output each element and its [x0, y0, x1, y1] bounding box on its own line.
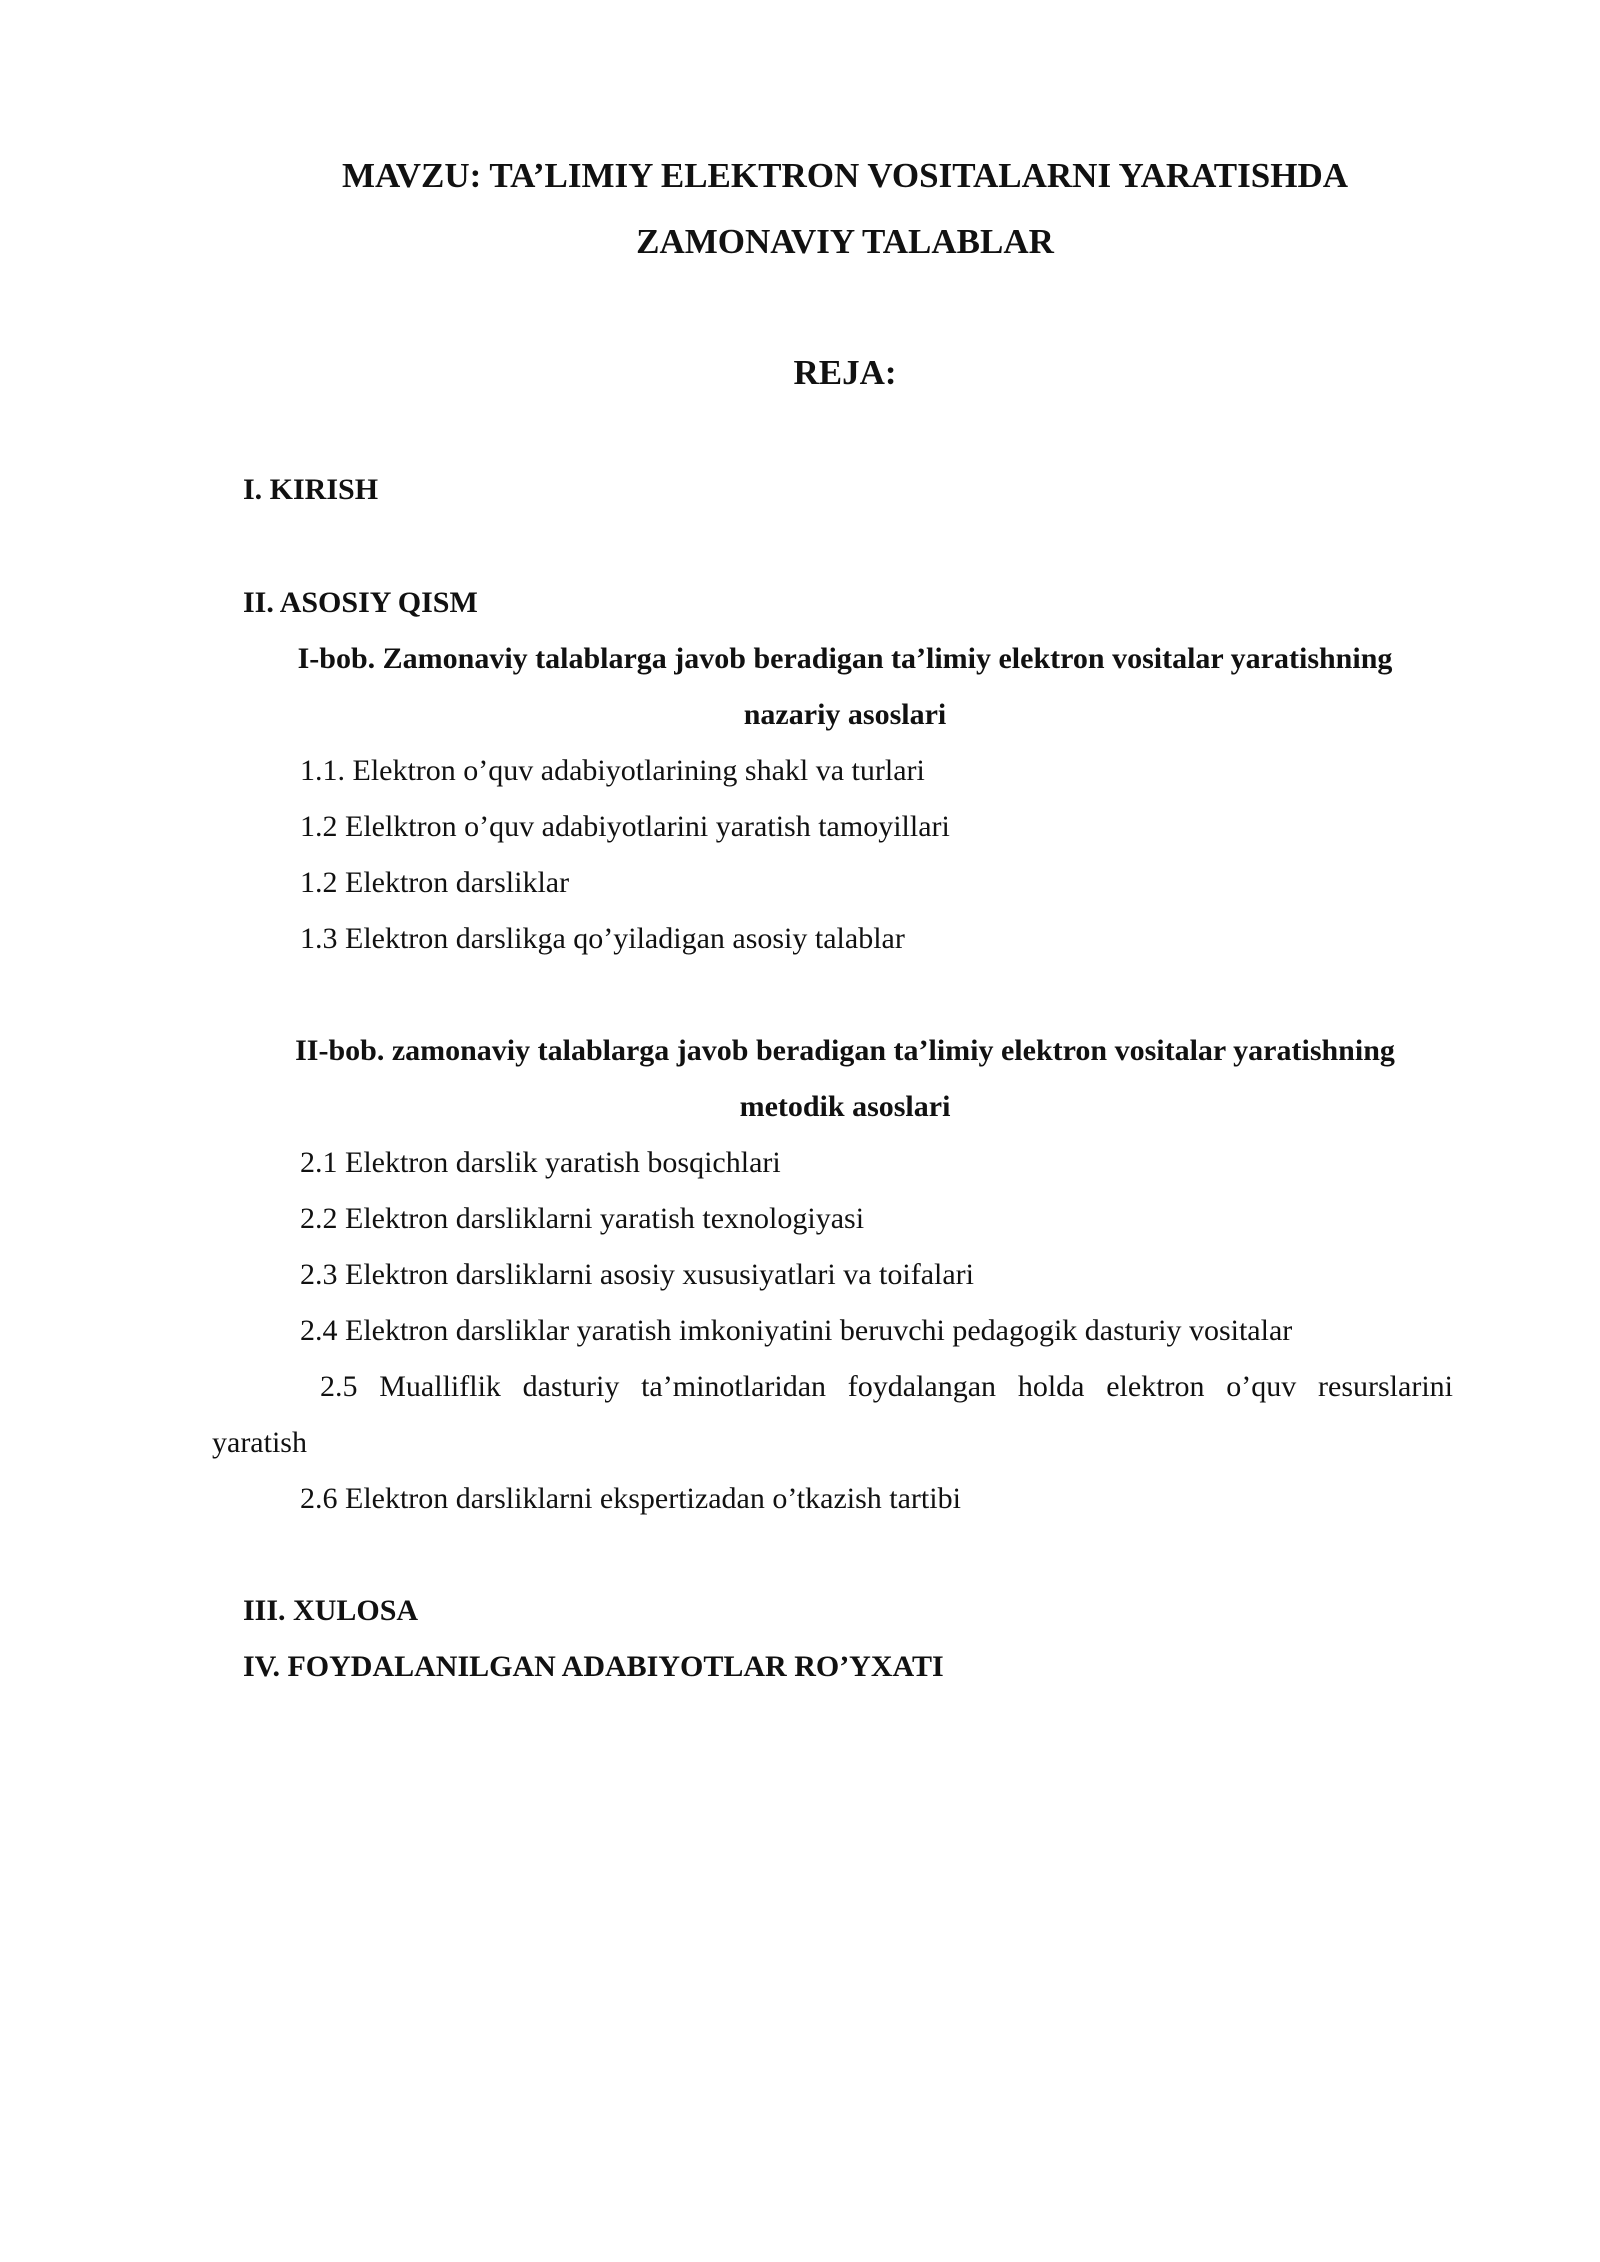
chapter-1-item: 1.3 Elektron darslikga qo’yiladigan asosiy talablar — [300, 922, 905, 955]
chapter-2-title-line-2: metodik asoslari — [739, 1090, 951, 1123]
chapter-2-title-line-1: II-bob. zamonaviy talablarga javob beradigan ta’limiy elektron vositalar yaratishning — [295, 1034, 1395, 1067]
chapter-2-item: 2.6 Elektron darsliklarni ekspertizadan o’tkazish tartibi — [300, 1482, 961, 1515]
chapter-1-title-line-1: I-bob. Zamonaviy talablarga javob beradigan ta’limiy elektron vositalar yaratishning — [297, 642, 1393, 675]
chapter-1-item: 1.2 Elelktron o’quv adabiyotlarini yaratish tamoyillari — [300, 810, 950, 843]
section-introduction: I. KIRISH — [243, 473, 379, 506]
chapter-1-item: 1.1. Elektron o’quv adabiyotlarining shakl va turlari — [300, 754, 925, 787]
chapter-2-item: 2.5 Mualliflik dasturiy ta’minotlaridan foydalangan holda elektron o’quv resurslarini — [320, 1370, 1453, 1403]
chapter-2-item: 2.2 Elektron darsliklarni yaratish texnologiyasi — [300, 1202, 865, 1235]
chapter-2-item: 2.3 Elektron darsliklarni asosiy xususiyatlari va toifalari — [300, 1258, 975, 1291]
chapter-2-item: 2.4 Elektron darsliklar yaratish imkoniyatini beruvchi pedagogik dasturiy vositalar — [300, 1314, 1293, 1347]
document-title-line-1: MAVZU: TA’LIMIY ELEKTRON VOSITALARNI YARATISHDA — [341, 156, 1349, 195]
section-main-part: II. ASOSIY QISM — [243, 586, 478, 619]
plan-heading: REJA: — [793, 353, 897, 392]
chapter-2-item-continuation: yaratish — [212, 1426, 307, 1459]
chapter-2-item: 2.1 Elektron darslik yaratish bosqichlari — [300, 1146, 781, 1179]
chapter-1-item: 1.2 Elektron darsliklar — [300, 866, 570, 899]
chapter-1-title-line-2: nazariy asoslari — [743, 698, 947, 731]
document-title-line-2: ZAMONAVIY TALABLAR — [636, 222, 1054, 261]
section-conclusion: III. XULOSA — [243, 1594, 419, 1627]
section-references: IV. FOYDALANILGAN ADABIYOTLAR RO’YXATI — [243, 1650, 944, 1683]
